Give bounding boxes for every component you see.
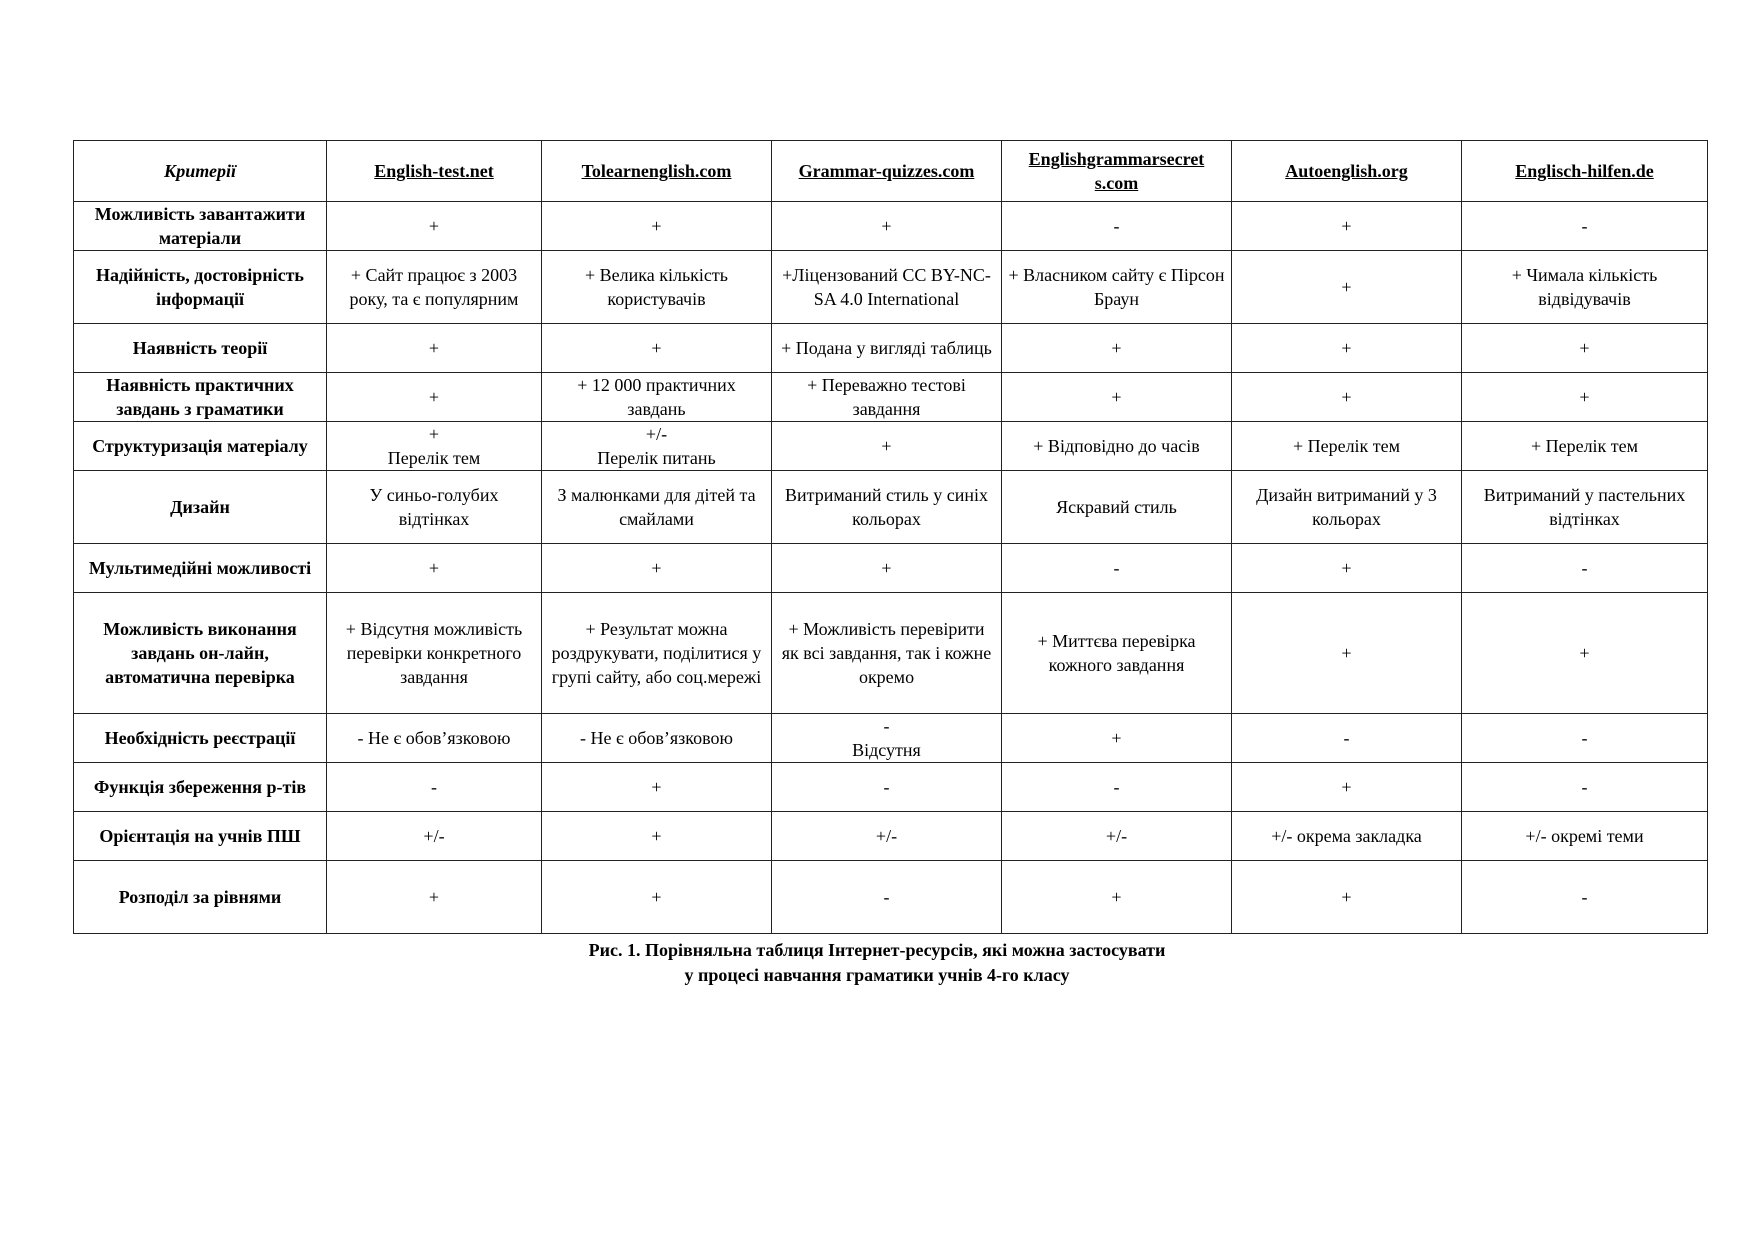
table-cell: + (542, 763, 772, 812)
table-cell: + (1232, 324, 1462, 373)
table-row (74, 422, 1708, 471)
table-cell: +/- Перелік питань (542, 422, 772, 471)
figure-caption (0, 938, 1754, 988)
table-cell: Яскравий стиль (1002, 471, 1232, 544)
table-cell: + (542, 544, 772, 593)
header-row (74, 141, 1708, 202)
table-row (74, 373, 1708, 422)
table-cell: +/- окрема закладка (1232, 812, 1462, 861)
table-cell: - (1232, 714, 1462, 763)
comparison-table-wrap (73, 140, 1707, 934)
table-cell: + Відповідно до часів (1002, 422, 1232, 471)
table-cell: - (1462, 202, 1708, 251)
table-cell: + Власником сайту є Пірсон Браун (1002, 251, 1232, 324)
table-cell: + (542, 861, 772, 934)
table-cell: +/- (772, 812, 1002, 861)
criterion-cell: Орієнтація на учнів ПШ (74, 812, 327, 861)
table-cell: - Не є обов’язковою (542, 714, 772, 763)
table-cell: Витриманий у пастельних відтінках (1462, 471, 1708, 544)
table-cell: +Ліцензований CC BY-NC-SA 4.0 International (772, 251, 1002, 324)
table-cell: + (327, 544, 542, 593)
table-cell: - (772, 763, 1002, 812)
table-cell: + (327, 861, 542, 934)
table-cell: - (327, 763, 542, 812)
table-row (74, 763, 1708, 812)
table-cell: - (1002, 544, 1232, 593)
table-cell: + (1002, 714, 1232, 763)
table-cell: - Не є обов’язковою (327, 714, 542, 763)
criterion-cell: Дизайн (74, 471, 327, 544)
table-cell: + (1462, 373, 1708, 422)
criterion-cell: Можливість виконання завдань он-лайн, автоматична перевірка (74, 593, 327, 714)
table-cell: + (1232, 202, 1462, 251)
table-cell: + (772, 202, 1002, 251)
table-cell: + 12 000 практичних завдань (542, 373, 772, 422)
table-cell: + (1232, 373, 1462, 422)
table-cell: + (772, 544, 1002, 593)
column-header: Englishgrammarsecret s.com (1002, 141, 1232, 202)
criterion-cell: Мультимедійні можливості (74, 544, 327, 593)
column-header: Englisch-hilfen.de (1462, 141, 1708, 202)
table-cell: + Велика кількість користувачів (542, 251, 772, 324)
table-cell: +/- окремі теми (1462, 812, 1708, 861)
criteria-header: Критерії (74, 141, 327, 202)
table-row (74, 471, 1708, 544)
criterion-cell: Структуризація матеріалу (74, 422, 327, 471)
table-cell: + (542, 812, 772, 861)
table-cell: + (1462, 593, 1708, 714)
table-cell: У синьо-голубих відтінках (327, 471, 542, 544)
criterion-cell: Наявність практичних завдань з граматики (74, 373, 327, 422)
criterion-cell: Функція збереження р-тів (74, 763, 327, 812)
table-cell: - (1002, 763, 1232, 812)
table-cell: - (1462, 544, 1708, 593)
table-cell: + (1462, 324, 1708, 373)
table-cell: - (1462, 763, 1708, 812)
table-cell: + (1232, 763, 1462, 812)
table-cell: + Подана у вигляді таблиць (772, 324, 1002, 373)
table-row (74, 324, 1708, 373)
table-cell: - (1002, 202, 1232, 251)
table-row (74, 251, 1708, 324)
table-cell: + Перелік тем (327, 422, 542, 471)
table-row (74, 544, 1708, 593)
criterion-cell: Розподіл за рівнями (74, 861, 327, 934)
table-row (74, 812, 1708, 861)
table-cell: + (1232, 544, 1462, 593)
caption-line-2: у процесі навчання граматики учнів 4-го класу (684, 965, 1070, 985)
table-cell: + Перелік тем (1462, 422, 1708, 471)
table-cell: + Переважно тестові завдання (772, 373, 1002, 422)
table-cell: + (327, 202, 542, 251)
table-cell: + (772, 422, 1002, 471)
table-row (74, 714, 1708, 763)
table-cell: + (327, 324, 542, 373)
caption-line-1: Рис. 1. Порівняльна таблиця Інтернет-ресурсів, які можна застосувати (588, 940, 1166, 960)
table-cell: Витриманий стиль у синіх кольорах (772, 471, 1002, 544)
column-header: Tolearnenglish.com (542, 141, 772, 202)
table-cell: + (542, 324, 772, 373)
table-cell: + Перелік тем (1232, 422, 1462, 471)
table-row (74, 202, 1708, 251)
table-cell: - (772, 861, 1002, 934)
table-cell: + Сайт працює з 2003 року, та є популярним (327, 251, 542, 324)
table-cell: - Відсутня (772, 714, 1002, 763)
column-header: English-test.net (327, 141, 542, 202)
table-cell: + (1002, 373, 1232, 422)
table-cell: + (542, 202, 772, 251)
table-cell: - (1462, 714, 1708, 763)
table-cell: + (1232, 861, 1462, 934)
criterion-cell: Наявність теорії (74, 324, 327, 373)
column-header: Autoenglish.org (1232, 141, 1462, 202)
table-row (74, 861, 1708, 934)
table-cell: + (1232, 593, 1462, 714)
table-cell: - (1462, 861, 1708, 934)
criterion-cell: Можливість завантажити матеріали (74, 202, 327, 251)
table-cell: + Відсутня можливість перевірки конкретного завдання (327, 593, 542, 714)
criterion-cell: Надійність, достовірність інформації (74, 251, 327, 324)
comparison-table (73, 140, 1708, 934)
table-cell: + Миттєва перевірка кожного завдання (1002, 593, 1232, 714)
column-header: Grammar-quizzes.com (772, 141, 1002, 202)
table-body (74, 202, 1708, 934)
table-row (74, 593, 1708, 714)
criterion-cell: Необхідність реєстрації (74, 714, 327, 763)
table-cell: + (1232, 251, 1462, 324)
table-cell: + Результат можна роздрукувати, поділитися у групі сайту, або соц.мережі (542, 593, 772, 714)
table-cell: З малюнками для дітей та смайлами (542, 471, 772, 544)
table-cell: + (1002, 324, 1232, 373)
table-cell: + Можливість перевірити як всі завдання, так і кожне окремо (772, 593, 1002, 714)
table-cell: + (1002, 861, 1232, 934)
table-cell: + (327, 373, 542, 422)
table-cell: Дизайн витриманий у 3 кольорах (1232, 471, 1462, 544)
table-cell: + Чимала кількість відвідувачів (1462, 251, 1708, 324)
table-cell: +/- (1002, 812, 1232, 861)
table-cell: +/- (327, 812, 542, 861)
